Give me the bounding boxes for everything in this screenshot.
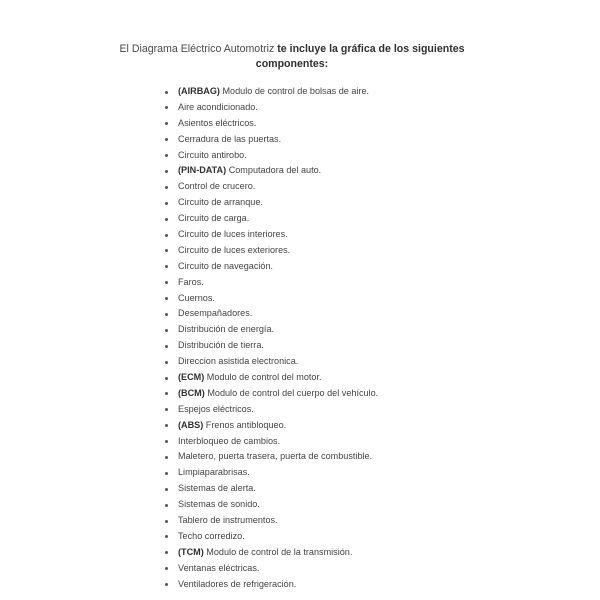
component-text: Circuito de arranque. [178,197,263,208]
bullet-icon [165,408,168,411]
component-tag: (BCM) [178,387,205,398]
bullet-icon [165,91,168,94]
list-item [165,370,378,386]
component-text: Limpiaparabrisas. [178,467,250,478]
list-item [165,195,378,211]
component-text: Interbloqueo de cambios. [178,435,281,446]
bullet-icon [165,154,168,157]
component-text: Distribución de energía. [178,324,275,335]
component-text: Distribución de tierra. [178,340,264,351]
list-item [165,529,378,545]
bullet-icon [165,249,168,252]
list-item [165,386,378,402]
bullet-icon [165,265,168,268]
bullet-icon [165,424,168,427]
list-item [165,354,378,370]
list-item [165,243,378,259]
bullet-icon [165,170,168,173]
bullet-icon [165,186,168,189]
intro-heading-plain-text: El Diagrama Eléctrico Automotriz [119,43,278,55]
bullet-icon [165,472,168,475]
list-item [165,449,378,465]
bullet-icon [165,297,168,300]
component-text: Modulo de control de bolsas de aire. [222,86,370,96]
intro-heading-line-2: componentes: [255,58,329,70]
component-tag: (PIN-DATA) [178,165,227,176]
component-text: Faros. [178,276,204,287]
bullet-icon [165,329,168,332]
list-item [165,497,378,513]
bullet-icon [165,377,168,380]
list-item [165,402,378,418]
component-text: Circuito de luces exteriores. [178,244,291,255]
bullet-icon [165,456,168,459]
bullet-icon [165,202,168,205]
list-item [165,275,378,291]
bullet-icon [165,106,168,109]
component-text: Maletero, puerta trasera, puerta de combustible. [178,451,373,462]
list-item [165,481,378,497]
component-text: Circuito antirobo. [178,149,247,160]
component-list [165,84,378,593]
list-item [165,132,378,148]
component-text: Sistemas de sonido. [178,499,260,510]
bullet-icon [165,218,168,221]
component-text: Direccion asistida electronica. [178,356,299,367]
bullet-icon [165,520,168,523]
component-text: Modulo de control de la transmisión. [206,546,353,557]
list-item [165,577,378,593]
bullet-icon [165,440,168,443]
component-text: Techo corredizo. [178,530,245,541]
bullet-icon [165,138,168,141]
bullet-icon [165,535,168,538]
bullet-icon [165,488,168,491]
list-item [165,84,378,100]
component-text: Circuito de carga. [178,213,250,224]
component-text: Modulo de control del cuerpo del vehículo. [207,387,379,398]
component-text: Ventiladores de refrigeración. [178,578,297,589]
component-text: Tablero de instrumentos. [178,515,278,526]
component-text: Control de crucero. [178,181,256,192]
bullet-icon [165,504,168,507]
bullet-icon [165,567,168,570]
bullet-icon [165,361,168,364]
component-tag: (ECM) [178,372,205,383]
list-item [165,116,378,132]
list-item [165,211,378,227]
list-item [165,179,378,195]
component-text: Computadora del auto. [228,165,322,176]
component-text: Modulo de control del motor. [206,372,322,383]
bullet-icon [165,234,168,237]
list-item [165,338,378,354]
bullet-icon [165,122,168,125]
bullet-icon [165,583,168,586]
component-tag: (ABS) [178,419,204,430]
bullet-icon [165,281,168,284]
list-item [165,163,378,179]
intro-heading [0,42,584,72]
list-item [165,513,378,529]
list-item [165,434,378,450]
component-text: Asientos eléctricos. [178,117,257,128]
intro-heading-line-1 [0,42,584,57]
list-item [165,148,378,164]
list-item [165,545,378,561]
list-item [165,100,378,116]
bullet-icon [165,551,168,554]
list-item [165,465,378,481]
component-tag: (AIRBAG) [178,86,220,96]
bullet-icon [165,345,168,348]
list-item [165,418,378,434]
bullet-icon [165,313,168,316]
component-text: Desempañadores. [178,308,253,319]
list-item [165,291,378,307]
component-text: Aire acondicionado. [178,101,258,112]
component-text: Frenos antibloqueo. [205,419,287,430]
list-item [165,259,378,275]
component-text: Circuito de luces interiores. [178,229,288,240]
bullet-icon [165,392,168,395]
list-item [165,561,378,577]
list-item [165,306,378,322]
component-text: Sistemas de alerta. [178,483,256,494]
intro-heading-bold-text: te incluye la gráfica de los siguientes [277,43,465,55]
component-text: Cuernos. [178,292,215,303]
component-text: Circuito de navegación. [178,260,274,271]
component-tag: (TCM) [178,546,204,557]
list-item [165,322,378,338]
list-item [165,227,378,243]
component-text: Cerradura de las puertas. [178,133,282,144]
component-text: Espejos eléctricos. [178,403,254,414]
component-text: Ventanas eléctricas. [178,562,260,573]
